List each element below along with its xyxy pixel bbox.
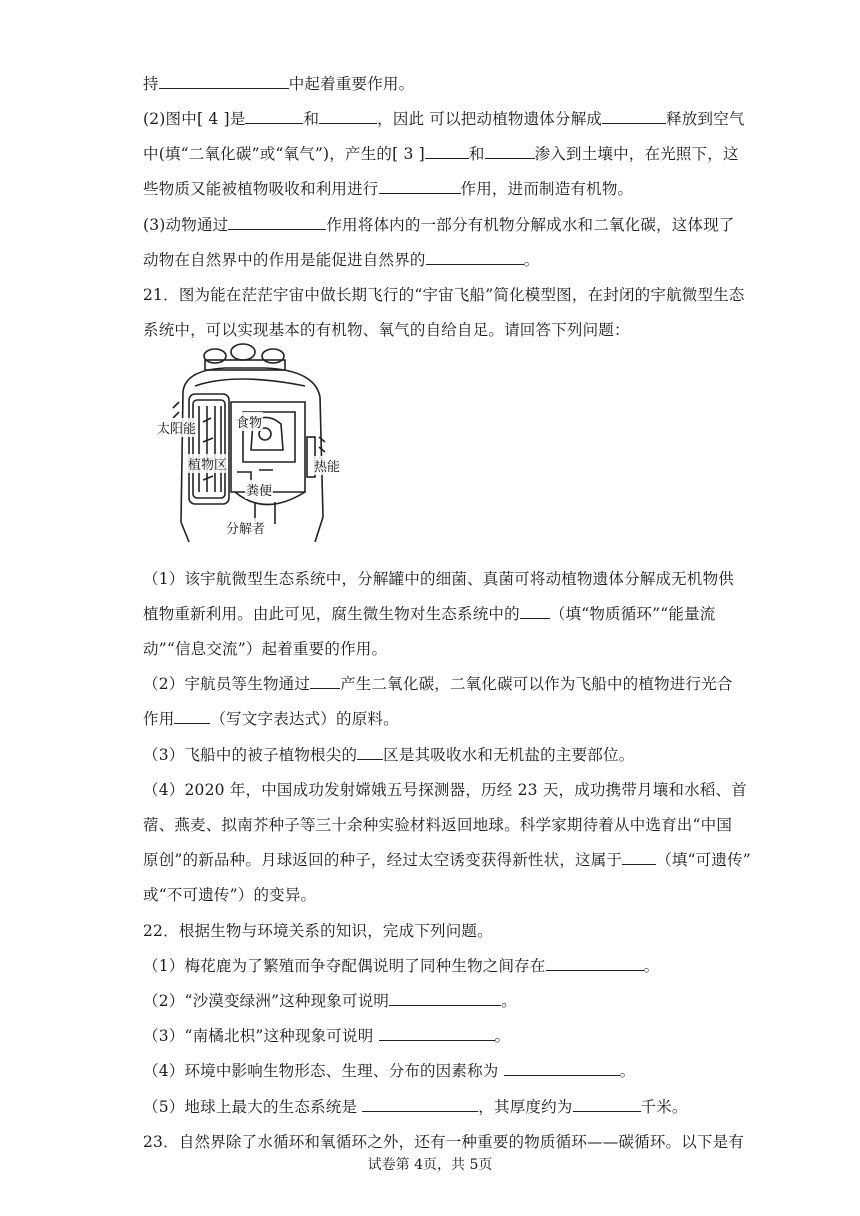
text-segment: 。	[643, 957, 660, 975]
text-line	[143, 955, 659, 977]
text-segment: 23．自然界除了水循环和氧循环之外，还有一种重要的物质循环——碳循环。以下是有	[143, 1133, 745, 1151]
text-segment: 些物质又能被植物吸收和利用进行	[143, 180, 379, 198]
text-line	[143, 708, 399, 730]
answer-blank	[228, 214, 326, 230]
text-segment: （5）地球上最大的生态系统是	[143, 1098, 363, 1116]
answer-blank	[485, 143, 535, 159]
text-segment: 。	[501, 992, 517, 1010]
text-segment: 蓿、燕麦、拟南芥种子等三十余种实验材料返回地球。科学家期待着从中选育出“中国	[143, 816, 733, 834]
text-line	[143, 603, 716, 625]
answer-blank	[573, 1096, 641, 1112]
text-segment: 中起着重要作用。	[288, 75, 415, 93]
text-line	[143, 673, 733, 695]
text-segment: (2)图中[ 4 ]是	[143, 110, 246, 128]
text-segment: ，其厚度约为	[478, 1098, 573, 1116]
text-segment: （填“物质循环”“能量流	[549, 605, 716, 623]
answer-blank	[362, 1096, 478, 1112]
text-segment: 千米。	[640, 1098, 688, 1116]
text-line	[143, 108, 745, 130]
text-segment: 释放到空气	[666, 110, 745, 128]
label-feces: 粪便	[245, 480, 273, 499]
text-segment: （填“可遗传”	[656, 851, 751, 869]
text-segment: 动物在自然界中的作用是能促进自然界的	[143, 251, 426, 269]
text-segment: （4）2020 年，中国成功发射嫦娥五号探测器，历经 23 天，成功携带月壤和水稻、首	[143, 781, 747, 799]
answer-blank	[425, 143, 469, 159]
text-segment: 产生二氧化碳，二氧化碳可以作为飞船中的植物进行光合	[340, 675, 733, 693]
text-segment: （2）宇航员等生物通过	[143, 675, 311, 693]
text-segment: (3)动物通过	[143, 216, 229, 234]
text-segment: （1）该宇航微型生态系统中，分解罐中的细菌、真菌可将动植物遗体分解成无机物供	[143, 570, 734, 588]
text-line	[143, 1096, 688, 1118]
answer-blank	[546, 955, 644, 971]
label-solar-energy: 太阳能	[156, 418, 197, 437]
text-segment: （3）“南橘北枳”这种现象可说明	[143, 1027, 379, 1045]
page-footer: 试卷第 4页，共 5页	[367, 1157, 493, 1173]
text-line	[143, 73, 414, 95]
answer-blank	[426, 249, 524, 265]
text-segment: 或“不可遗传”）的变异。	[143, 886, 317, 904]
text-line	[143, 990, 517, 1012]
text-segment: 区是其吸收水和无机盐的主要部位。	[383, 746, 635, 764]
text-line	[143, 849, 751, 871]
answer-blank	[310, 673, 340, 689]
answer-blank	[379, 178, 461, 194]
text-line	[143, 249, 539, 271]
spaceship-drawing	[155, 342, 345, 542]
text-line	[143, 143, 739, 165]
answer-blank	[357, 744, 383, 760]
label-heat-energy: 热能	[313, 456, 341, 475]
text-segment: 作用	[143, 710, 175, 728]
text-segment: 和	[468, 145, 485, 163]
text-segment: 持	[143, 75, 159, 93]
text-line	[143, 568, 734, 590]
text-segment: 。	[494, 1027, 511, 1045]
label-decomposer: 分解者	[225, 518, 266, 537]
answer-blank	[504, 1060, 620, 1076]
text-line	[143, 1025, 510, 1047]
text-segment: 动”“信息交流”）起着重要的作用。	[143, 640, 388, 658]
text-segment: 。	[619, 1062, 636, 1080]
answer-blank	[602, 108, 666, 124]
text-line	[143, 920, 493, 942]
text-segment: （4）环境中影响生物形态、生理、分布的因素称为	[143, 1062, 504, 1080]
text-segment: 21．图为能在茫茫宇宙中做长期飞行的“宇宙飞船”简化模型图，在封闭的宇航微型生态	[143, 286, 745, 304]
text-segment: 作用，进而制造有机物。	[460, 180, 634, 198]
text-segment: 中(填“二氧化碳”或“氧气”)，产生的[ 3 ]	[143, 145, 425, 163]
text-segment: （1）梅花鹿为了繁殖而争夺配偶说明了同种生物之间存在	[143, 957, 546, 975]
answer-blank	[622, 849, 656, 865]
text-segment: 植物重新利用。由此可见，腐生微生物对生态系统中的	[143, 605, 520, 623]
answer-blank	[174, 708, 210, 724]
text-segment: 和	[303, 110, 320, 128]
text-line	[143, 1131, 744, 1153]
text-segment: （3）飞船中的被子植物根尖的	[143, 746, 358, 764]
text-line	[143, 814, 732, 836]
text-segment: （写文字表达式）的原料。	[210, 710, 399, 728]
text-line	[143, 1060, 635, 1082]
text-segment: ，因此 可以把动植物遗体分解成	[377, 110, 603, 128]
text-segment: 系统中，可以实现基本的有机物、氧气的自给自足。请回答下列问题：	[143, 321, 630, 339]
text-line	[143, 284, 745, 306]
text-segment: 。	[523, 251, 540, 269]
text-segment: 原创”的新品种。月球返回的种子，经过太空诱变获得新性状，这属于	[143, 851, 623, 869]
answer-blank	[379, 1025, 495, 1041]
answer-blank	[245, 108, 303, 124]
label-plant-area: 植物区	[187, 454, 228, 473]
label-food: 食物	[235, 412, 263, 431]
text-line	[143, 638, 387, 660]
text-segment: 22．根据生物与环境关系的知识，完成下列问题。	[143, 922, 493, 940]
text-segment: 作用将体内的一部分有机物分解成水和二氧化碳，这体现了	[326, 216, 735, 234]
text-line	[143, 178, 633, 200]
text-segment: （2）“沙漠变绿洲”这种现象可说明	[143, 992, 390, 1010]
text-line	[143, 744, 634, 766]
answer-blank	[389, 990, 501, 1006]
text-line	[143, 214, 735, 236]
answer-blank	[520, 603, 550, 619]
text-line	[143, 884, 316, 906]
answer-blank	[159, 73, 289, 89]
text-line	[143, 319, 630, 341]
answer-blank	[319, 108, 377, 124]
text-line	[143, 779, 747, 801]
spaceship-diagram	[155, 342, 345, 542]
text-segment: 渗入到土壤中，在光照下，这	[534, 145, 739, 163]
